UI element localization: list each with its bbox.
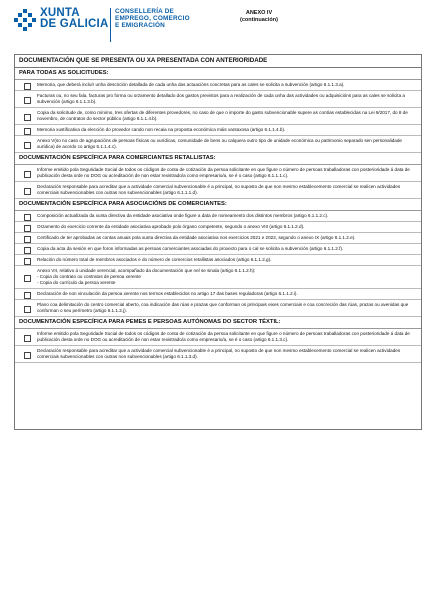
- department-name: [115, 8, 190, 29]
- item-text: Declaración de non vinculación da persoa xerente nos termos establecidos no artigo 17 das bases reguladoras (artigo 6.1.1.2.i).: [37, 291, 298, 296]
- item-text: Declaración responsable para acreditar que a actividade comercial subvencionable é a principal, no suposto de que non mesmo establecemento comercial se realicen actividades comerciais subvencionables con outras non subvencionables (artigo 6.1.1.3.d).: [37, 348, 401, 359]
- dept-line3: E EMIGRACIÓN: [115, 22, 165, 29]
- xunta-logo-icon: [14, 9, 36, 31]
- form-title: DOCUMENTACIÓN QUE SE PRESENTA OU XA PRESENTADA CON ANTERIORIDADE: [15, 55, 421, 68]
- checklist-item[interactable]: [15, 244, 421, 255]
- item-text: Informe emitido pola Seguridade Social de todos os códigos de conta de cotización da persoa solicitante en que figure o número de persoas traballadoras con posterioridade á data de publicación desta orde no DOG ou acreditación de non estar rexistrado/a como empresario/a, se é o caso (artigo 6.1.1.3.c).: [37, 331, 410, 342]
- checklist-item[interactable]: [15, 165, 421, 182]
- item-text: Declaración responsable para acreditar que a actividade comercial subvencionable é a principal, no suposto de que non mesmo establecemento comercial se realicen actividades comerciais subvencionables con outras non subvencionables (artigo 6.1.1.1.d).: [37, 184, 401, 195]
- annex-subtitle: (continuación): [240, 17, 278, 23]
- checklist-item[interactable]: [15, 222, 421, 233]
- item-text: Anexo V(so no caso de agrupacións de persoas físicas ou xurídicas, comunidade de bens ou calquera outro tipo de unidade económica ou patrimonio separado sen personalidade xurídica) de acordo co artigo 6.1.1.4.c).: [37, 138, 402, 149]
- checkbox[interactable]: [24, 352, 31, 359]
- item-text: Relación do número total de membros asociados e do número de comercios retallistas asociados (artigo 6.1.1.2.g).: [37, 257, 272, 262]
- checklist-item[interactable]: [15, 233, 421, 244]
- brand-line1: XUNTA: [40, 7, 80, 19]
- checklist-item[interactable]: [15, 108, 421, 125]
- section-heading: PARA TODAS AS SOLICITUDES:: [15, 68, 421, 80]
- annex-label: [229, 10, 289, 24]
- checklist-item[interactable]: [15, 91, 421, 108]
- checkbox[interactable]: [24, 275, 31, 282]
- checkbox[interactable]: [24, 247, 31, 254]
- checklist-item[interactable]: [15, 211, 421, 222]
- checkbox[interactable]: [24, 335, 31, 342]
- item-text: Memoria xustificativa da elección do provedor cando non recaia na proposta económica máis vantaxosa (artigo 6.1.1.4.b).: [37, 127, 286, 132]
- checkbox[interactable]: [24, 214, 31, 221]
- item-text: Plano coa delimitación do centro comercial aberto, coa indicación das rúas e prazas que conforman os principais eixes comerciais e coa concreción das rúas, prazas ou avenidas que conforman o seu perímetro (artigo 6.1.1.2.j).: [37, 302, 409, 313]
- checkbox[interactable]: [24, 171, 31, 178]
- checkbox[interactable]: [24, 114, 31, 121]
- form-sections: [15, 68, 421, 363]
- item-text: Orzamento do exercicio corrente da entidade asociativa aprobado polo órgano competente, segundo o anexo VIII (artigo 6.1.1.2.d).: [37, 224, 305, 229]
- checklist-item[interactable]: [15, 329, 421, 346]
- checkbox[interactable]: [24, 258, 31, 265]
- checklist-item[interactable]: [15, 289, 421, 300]
- dept-line2: EMPREGO, COMERCIO: [115, 15, 190, 22]
- checkbox[interactable]: [24, 83, 31, 90]
- checkbox[interactable]: [24, 188, 31, 195]
- documentation-form: [14, 54, 422, 430]
- checklist-item[interactable]: [15, 136, 421, 153]
- checklist-item[interactable]: [15, 182, 421, 199]
- checklist-item[interactable]: [15, 346, 421, 363]
- checkbox[interactable]: [24, 225, 31, 232]
- item-text: Certificado de ter aprobadas as contas anuais pola xunta directiva da entidade asociativa nos exercicios 2021 e 2022, segundo o anexo IX (artigo 6.1.1.2.e).: [37, 235, 356, 240]
- item-text: Copia da solicitude de, como mínimo, tres ofertas de diferentes provedores, no caso de que o importe do gasto subvencionable supere as contías establecidas na Lei 9/2017, do 8 de novembro, de contratos do sector público (artigo 6.1.1.4.b).: [37, 110, 408, 121]
- brand-line2: DE GALICIA: [40, 18, 109, 30]
- item-text: Copia da acta da sesión en que foron informadas as persoas comerciantes asociadas do proxecto para o cal se solicita a subvención (artigo 6.1.1.2.f).: [37, 246, 344, 251]
- brand-name: [40, 8, 108, 30]
- checkbox[interactable]: [24, 236, 31, 243]
- page-header: [14, 8, 434, 48]
- checkbox[interactable]: [24, 306, 31, 313]
- checklist-item[interactable]: [15, 125, 421, 136]
- checklist-item[interactable]: [15, 300, 421, 317]
- item-text: Informe emitido pola Seguridade Social de todos os códigos de conta de cotización da persoa solicitante en que figure o número de persoas traballadoras con posterioridade á data de publicación desta orde no DOG ou acreditación de non estar rexistrado/a como empresario/a, se é o caso (artigo 6.1.1.1.c).: [37, 167, 410, 178]
- checkbox[interactable]: [24, 97, 31, 104]
- item-text: Anexo VII, relativo á unidade xerencial, acompañado da documentación que nel se sinala (artigo 6.1.1.2.h): - Copia do contrato ou contratos de persoa xerente - Copia do currículo da persoa xerente: [37, 268, 256, 285]
- annex-title: ANEXO IV: [245, 10, 273, 16]
- dept-line1: CONSELLERÍA DE: [115, 8, 175, 15]
- checklist-item[interactable]: [15, 255, 421, 266]
- header-divider: [110, 8, 111, 42]
- item-text: Facturas ou, no seu fala, facturas pro forma ou orzamento detallado dos gastos previstos para a realización de cada unha das actividades ou adquisicións para as cales se solicita a subvención (artigo 6.1.1.3.b).: [37, 93, 405, 104]
- section-heading: DOCUMENTACIÓN ESPECÍFICA PARA COMERCIANTES RETALLISTAS:: [15, 153, 421, 165]
- checklist-item[interactable]: [15, 266, 421, 289]
- checkbox[interactable]: [24, 292, 31, 299]
- section-heading: DOCUMENTACIÓN ESPECÍFICA PARA ASOCIACIÓNS DE COMERCIANTES:: [15, 199, 421, 211]
- section-heading: DOCUMENTACIÓN ESPECÍFICA PARA PEMES E PERSOAS AUTÓNOMAS DO SECTOR TÉXTIL:: [15, 317, 421, 329]
- checkbox[interactable]: [24, 142, 31, 149]
- checklist-item[interactable]: [15, 80, 421, 91]
- item-text: Composición actualizada da xunta directiva da entidade asociativa onde figure a data de nomeamento dos distintos membros (artigo 6.1.1.2.c).: [37, 213, 329, 218]
- item-text: Memoria, que deberá incluír unha descrición detallada de cada unha das actuacións concretas para as cales se solicita a subvención (artigo 6.1.1.3.a).: [37, 82, 345, 87]
- checkbox[interactable]: [24, 128, 31, 135]
